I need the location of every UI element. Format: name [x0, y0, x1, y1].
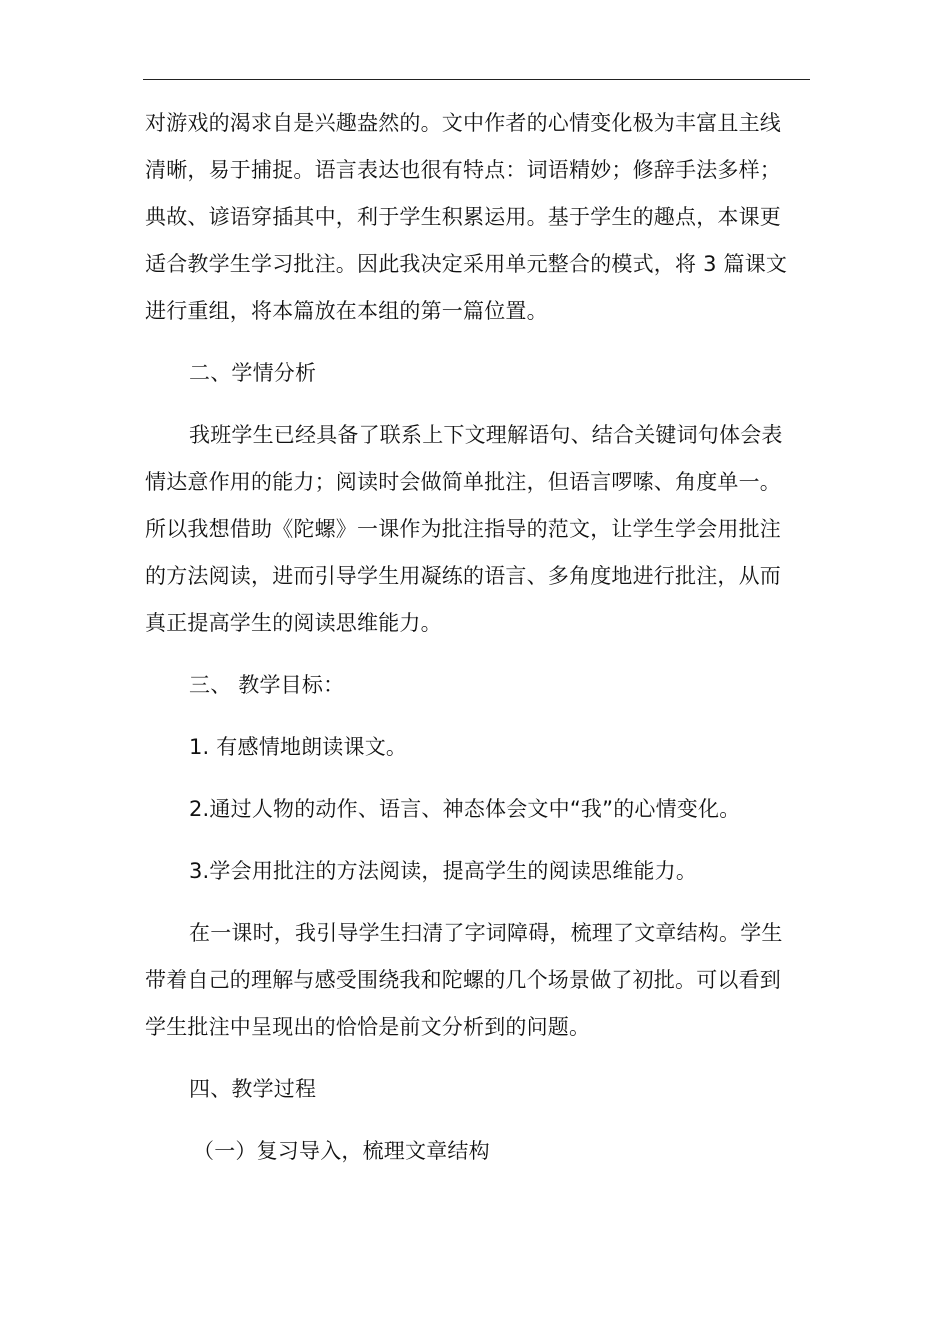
text-line: 情达意作用的能力；阅读时会做简单批注，但语言啰嗦、角度单一。	[145, 470, 781, 494]
text-line: 对游戏的渴求自是兴趣盎然的。文中作者的心情变化极为丰富且主线	[145, 111, 781, 135]
heading-text: 三、 教学目标：	[189, 673, 345, 697]
heading-text: 二、学情分析	[189, 361, 317, 385]
goal-text: 2.通过人物的动作、语言、神态体会文中“我”的心情变化。	[189, 797, 741, 821]
text-line: 在一课时，我引导学生扫清了字词障碍，梳理了文章结构。学生	[189, 921, 783, 945]
goal-item-2	[145, 786, 817, 833]
text-line: 学生批注中呈现出的恰恰是前文分析到的问题。	[145, 1015, 591, 1039]
goal-item-3	[145, 848, 817, 895]
section-heading-teaching-process	[145, 1066, 817, 1113]
document-body	[145, 100, 817, 1175]
section-heading-teaching-goals	[145, 662, 817, 709]
paragraph-intro-continued	[145, 100, 817, 335]
text-line: 的方法阅读，进而引导学生用凝练的语言、多角度地进行批注，从而	[145, 564, 781, 588]
subsection-heading-review	[145, 1128, 817, 1175]
header-rule	[143, 79, 810, 80]
paragraph-student-analysis	[145, 412, 817, 647]
heading-text: （一）复习导入，梳理文章结构	[193, 1139, 490, 1163]
text-line: 带着自己的理解与感受围绕我和陀螺的几个场景做了初批。可以看到	[145, 968, 781, 992]
text-line: 典故、谚语穿插其中，利于学生积累运用。基于学生的趣点，本课更	[145, 205, 781, 229]
text-line: 进行重组，将本篇放在本组的第一篇位置。	[145, 299, 548, 323]
text-line: 适合教学生学习批注。因此我决定采用单元整合的模式，将 3 篇课文	[145, 252, 788, 276]
text-line: 真正提高学生的阅读思维能力。	[145, 611, 442, 635]
paragraph-first-lesson	[145, 910, 817, 1051]
goal-item-1	[145, 724, 817, 771]
text-line: 所以我想借助《陀螺》一课作为批注指导的范文，让学生学会用批注	[145, 517, 781, 541]
goal-text: 1. 有感情地朗读课文。	[189, 735, 408, 759]
text-line: 清晰，易于捕捉。语言表达也很有特点：词语精妙；修辞手法多样；	[145, 158, 781, 182]
section-heading-student-analysis	[145, 350, 817, 397]
text-line: 我班学生已经具备了联系上下文理解语句、结合关键词句体会表	[189, 423, 783, 447]
goal-text: 3.学会用批注的方法阅读，提高学生的阅读思维能力。	[189, 859, 698, 883]
heading-text: 四、教学过程	[189, 1077, 317, 1101]
